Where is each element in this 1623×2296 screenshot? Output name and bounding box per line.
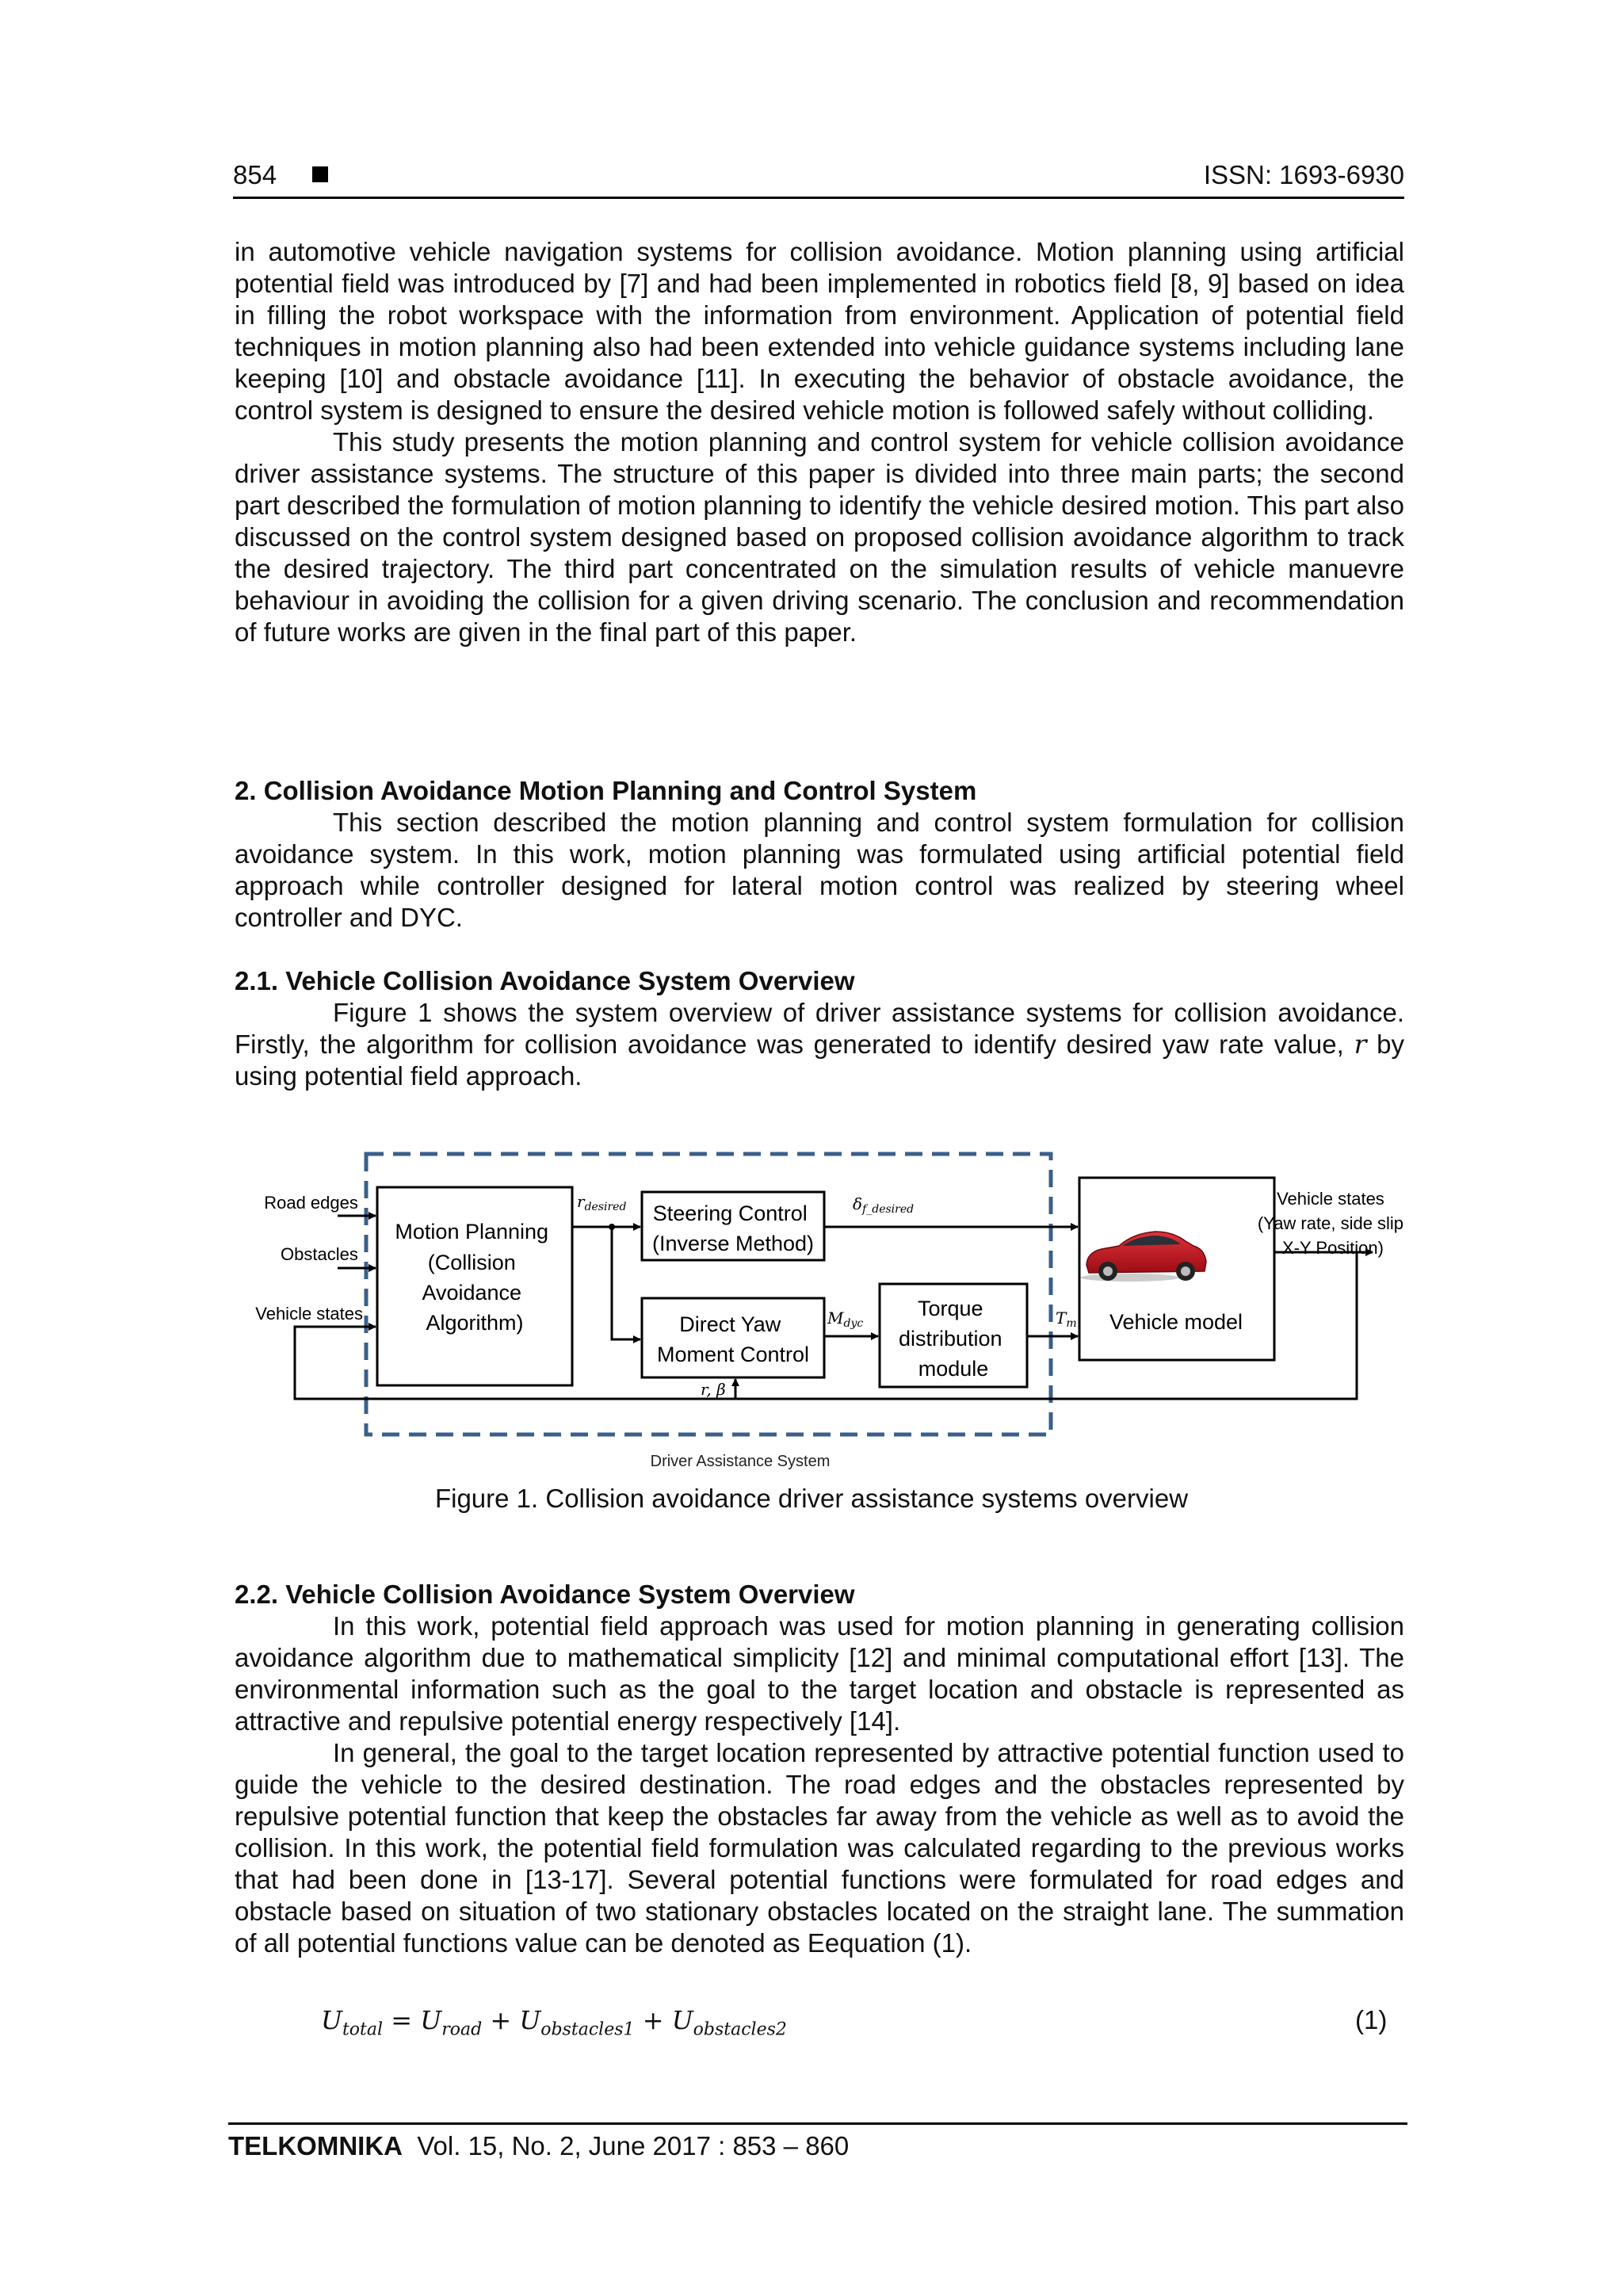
intro-paragraph-2: This study presents the motion planning and control system for vehicle collision avoidance driver assistance systems. The structure of this paper is divided into three main parts; the second part described the formulation of motion planning to identify the vehicle desired motion. This part also discussed on the control system designed based on proposed collision avoidance algorithm to track the desired trajectory. The third part concentrated on the simulation results of vehicle manuevre behaviour in avoiding the collision for a given driving scenario. The conclusion and recommendation of future works are given in the final part of this paper.: [235, 427, 1404, 647]
equation-1: $U_{total} = U_{road} + U_{obstacles1} + U_{obstacles2}$: [321, 2005, 787, 2040]
intro-block: [235, 236, 1404, 648]
section-2-2-heading: 2.2. Vehicle Collision Avoidance System Overview: [235, 1580, 855, 1609]
output-labels: Vehicle states (Yaw rate, side slip X-Y Position): [1257, 1189, 1404, 1258]
das-label: Driver Assistance System: [650, 1453, 831, 1470]
section-2: [235, 775, 1404, 934]
vehicle-model-label: Vehicle model: [1109, 1310, 1243, 1334]
section-2-heading: 2. Collision Avoidance Motion Planning and Control System: [235, 776, 977, 805]
section-2-2-paragraph-2: In general, the goal to the target location represented by attractive potential function used to guide the vehicle to the desired destination. The road edges and the obstacles represented by repulsive potential function that keep the obstacles far away from the vehicle as well as to avoid the collision. In this work, the potential field formulation was calculated regarding to the previous works that had been done in [13-17]. Several potential functions were formulated for road edges and obstacle based on situation of two stationary obstacles located on the straight lane. The summation of all potential functions value can be denoted as Eequation (1).: [235, 1738, 1404, 1958]
delta-f-desired-label: $\delta_{f\_desired}$: [853, 1194, 915, 1216]
journal-citation: Vol. 15, No. 2, June 2017 : 853 – 860: [417, 2131, 850, 2160]
t-m-label: $T_m$: [1056, 1308, 1077, 1330]
header-square-bullet: [312, 166, 328, 182]
dyc-label: Direct Yaw Moment Control: [656, 1312, 810, 1366]
section-2-paragraph: This section described the motion planning and control system formulation for collision avoidance system. In this work, motion planning was formulated using artificial potential field approach while controller designed for lateral motion control was realized by steering wheel controller and DYC.: [235, 808, 1404, 932]
block-diagram: [250, 1141, 1407, 1474]
issn: ISSN: 1693-6930: [1203, 160, 1404, 189]
section-2-2-paragraph-1: In this work, potential field approach was used for motion planning in generating collision avoidance algorithm due to mathematical simplicity [12] and minimal computational effort [13]. The environmental information such as the goal to the target location and obstacle is represented as attractive and repulsive potential energy respectively [14].: [235, 1611, 1404, 1736]
motion-planning-label: Motion Planning (Collision Avoidance Algorithm): [395, 1220, 549, 1335]
yaw-rate-variable: r: [1354, 1029, 1367, 1060]
page-header: [233, 155, 1404, 199]
r-desired-label: $r_{desired}$: [577, 1192, 627, 1213]
section-2-1-paragraph: Figure 1 shows the system overview of driver assistance systems for collision avoidance. Firstly, the algorithm for collision avoidance was generated to identify desired yaw rate value, r by using potential field approach.: [235, 998, 1404, 1091]
section-2-2: [235, 1579, 1404, 1959]
input-labels: Road edges Obstacles Vehicle states: [255, 1193, 363, 1324]
figure-1-caption: Figure 1. Collision avoidance driver assistance systems overview: [434, 1484, 1189, 1513]
figure-1: [250, 1141, 1407, 1474]
section-2-1-heading: 2.1. Vehicle Collision Avoidance System Overview: [235, 966, 855, 995]
m-dyc-label: $M_{dyc}$: [827, 1308, 864, 1330]
equation-1-number: (1): [1355, 2005, 1388, 2034]
r-beta-label: r, β: [701, 1380, 726, 1399]
journal-name: TELKOMNIKA: [228, 2131, 403, 2160]
steering-control-label: Steering Control (Inverse Method): [651, 1201, 815, 1255]
section-2-1: [235, 965, 1404, 1092]
torque-distribution-label: Torque distribution module: [898, 1297, 1002, 1381]
intro-paragraph-1: in automotive vehicle navigation systems for collision avoidance. Motion planning using artificial potential field was introduced by [7] and had been implemented in robotics field [8, 9] based on idea in filling the robot workspace with the information from environment. Application of potential field techniques in motion planning also had been extended into vehicle guidance systems including lane keeping [10] and obstacle avoidance [11]. In executing the behavior of obstacle avoidance, the control system is designed to ensure the desired vehicle motion is followed safely without colliding.: [235, 237, 1404, 425]
page-footer: [228, 2122, 1407, 2161]
page-number: 854: [233, 160, 277, 189]
